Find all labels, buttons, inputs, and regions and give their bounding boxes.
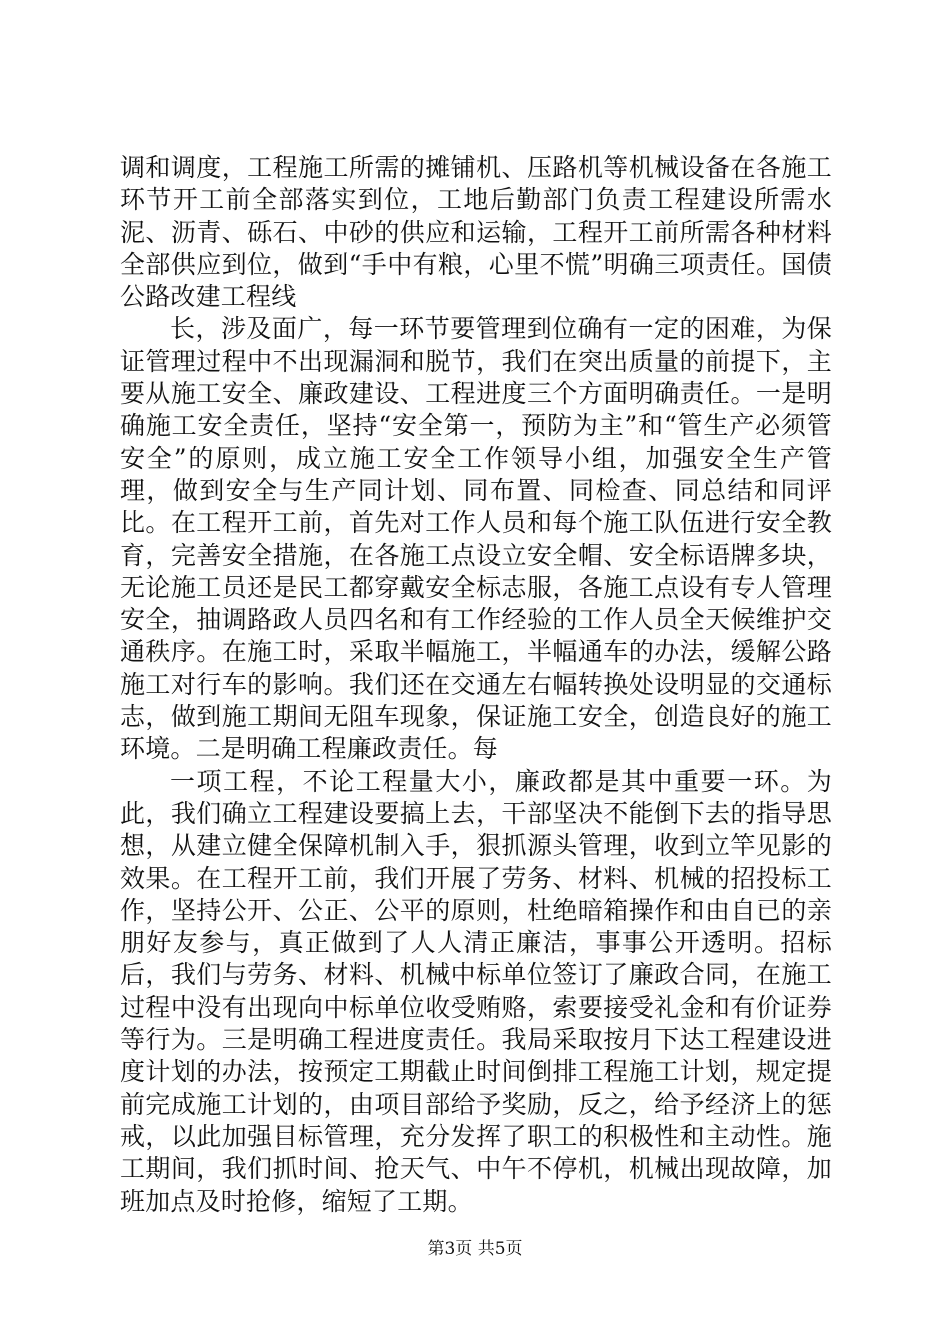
page-number-footer: 第3页 共5页 [427,1239,523,1259]
paragraph-2: 长，涉及面广，每一环节要管理到位确有一定的困难，为保证管理过程中不出现漏洞和脱节，我们在突出质量的前提下，主要从施工安全、廉政建设、工程进度三个方面明确责任。一是明确施工安全责任，坚持“安全第一，预防为主”和“管生产必须管安全”的原则，成立施工安全工作领导小组，加强安全生产管理，做到安全与生产同计划、同布置、同检查、同总结和同评比。在工程开工前，首先对工作人员和每个施工队伍进行安全教育，完善安全措施，在各施工点设立安全帽、安全标语牌多块，无论施工员还是民工都穿戴安全标志服，各施工点设有专人管理安全，抽调路政人员四名和有工作经验的工作人员全天候维护交通秩序。在施工时，采取半幅施工，半幅通车的办法，缓解公路施工对行车的影响。我们还在交通左右幅转换处设明显的交通标志，做到施工期间无阻车现象，保证施工安全，创造良好的施工环境。二是明确工程廉政责任。每 [120,314,832,764]
document-body [120,152,832,1218]
paragraph-3: 一项工程，不论工程量大小，廉政都是其中重要一环。为此，我们确立工程建设要搞上去，干部坚决不能倒下去的指导思想，从建立健全保障机制入手，狠抓源头管理，收到立竿见影的效果。在工程开工前，我们开展了劳务、材料、机械的招投标工作，坚持公开、公正、公平的原则，杜绝暗箱操作和由自已的亲朋好友参与，真正做到了人人清正廉洁，事事公开透明。招标后，我们与劳务、材料、机械中标单位签订了廉政合同，在施工过程中没有出现向中标单位收受贿赂，索要接受礼金和有价证券等行为。三是明确工程进度责任。我局采取按月下达工程建设进度计划的办法，按预定工期截止时间倒排工程施工计划，规定提前完成施工计划的，由项目部给予奖励，反之，给予经济上的惩戒，以此加强目标管理，充分发挥了职工的积极性和主动性。施工期间，我们抓时间、抢天气、中午不停机，机械出现故障，加班加点及时抢修，缩短了工期。 [120,766,832,1216]
paragraph-1: 调和调度，工程施工所需的摊铺机、压路机等机械设备在各施工环节开工前全部落实到位，工地后勤部门负责工程建设所需水泥、沥青、砾石、中砂的供应和运输，工程开工前所需各种材料全部供应到位，做到“手中有粮，心里不慌”明确三项责任。国债公路改建工程线 [120,153,832,312]
